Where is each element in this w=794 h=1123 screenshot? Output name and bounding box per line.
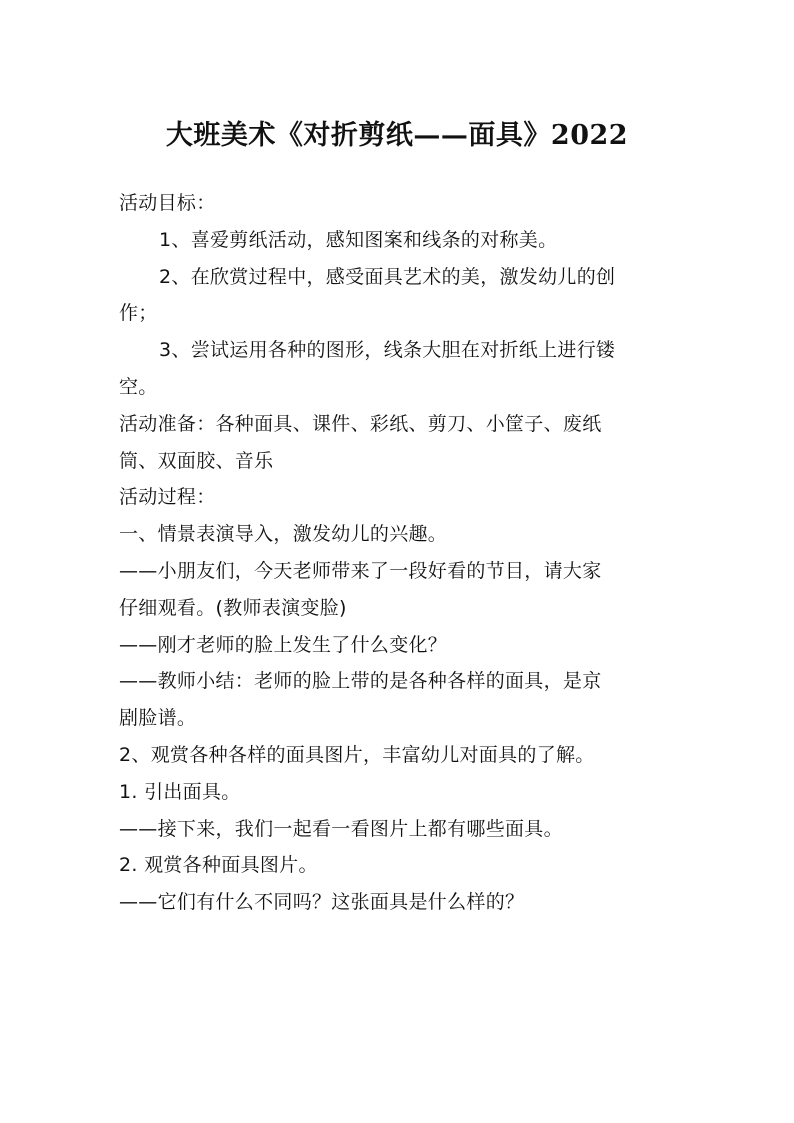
text-line: 2、在欣赏过程中，感受面具艺术的美，激发幼儿的创	[159, 265, 616, 288]
document-title: 大班美术《对折剪纸——面具》2022	[165, 120, 629, 152]
text-line: 活动过程：	[119, 486, 216, 509]
text-line: 作；	[119, 302, 158, 325]
text-line: 一、情景表演导入，激发幼儿的兴趣。	[119, 523, 448, 546]
text-line: 1、喜爱剪纸活动，感知图案和线条的对称美。	[159, 228, 558, 251]
text-line: 活动准备：各种面具、课件、彩纸、剪刀、小筐子、废纸	[119, 412, 602, 435]
text-line: 筒、双面胶、音乐	[119, 449, 274, 472]
text-line: ——小朋友们，今天老师带来了一段好看的节目，请大家	[119, 559, 602, 582]
document-body	[119, 185, 659, 921]
text-line: ——接下来，我们一起看一看图片上都有哪些面具。	[119, 817, 563, 840]
text-line: 剧脸谱。	[119, 707, 197, 730]
text-line: ——它们有什么不同吗？这张面具是什么样的？	[119, 891, 525, 914]
text-line: 1. 引出面具。	[119, 780, 241, 803]
text-line: 活动目标：	[119, 192, 216, 214]
text-line: 3、尝试运用各种的图形，线条大胆在对折纸上进行镂	[159, 339, 616, 362]
text-line: ——教师小结：老师的脸上带的是各种各样的面具，是京	[119, 670, 602, 693]
text-line: 2. 观赏各种面具图片。	[119, 854, 318, 877]
text-line: 2、观赏各种各样的面具图片，丰富幼儿对面具的了解。	[119, 743, 595, 766]
text-line: 仔细观看。(教师表演变脸)	[119, 596, 347, 619]
text-line: ——刚才老师的脸上发生了什么变化？	[119, 633, 448, 656]
text-line: 空。	[119, 375, 158, 398]
